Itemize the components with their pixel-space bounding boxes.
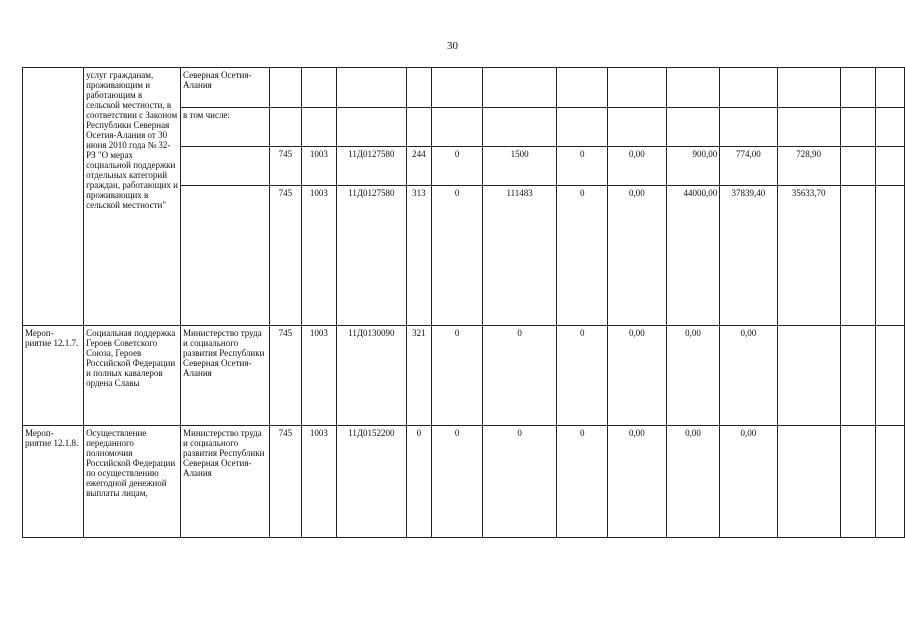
value-cell xyxy=(432,108,483,147)
value-cell xyxy=(557,68,608,108)
measure-description-cell: услуг гражданам, проживающим и работающим в сельской местности, в соответствии с Законом Республики Северная Осетия-Алания от 30 июня 2010 года № 32-РЗ "О мерах социальной поддержки отдельных категорий граждан, работающих и проживающих в сельской местности" xyxy=(84,68,181,326)
rzpr-cell: 1003 xyxy=(301,186,337,326)
value-cell xyxy=(840,147,875,186)
value-cell: 0,00 xyxy=(666,426,719,538)
vr-cell: 321 xyxy=(406,326,432,426)
value-cell xyxy=(720,108,777,147)
executor-cell: Северная Осетия-Алания xyxy=(181,68,270,108)
vr-cell: 313 xyxy=(406,186,432,326)
value-cell: 900,00 xyxy=(666,147,719,186)
measure-name-cell: Мероп- риятие 12.1.7. xyxy=(23,326,84,426)
csr-cell: 11Д0152200 xyxy=(337,426,406,538)
budget-table xyxy=(22,67,905,538)
vr-cell: 244 xyxy=(406,147,432,186)
value-cell xyxy=(777,68,840,108)
value-cell: 44000,00 xyxy=(666,186,719,326)
value-cell: 35633,70 xyxy=(777,186,840,326)
csr-cell xyxy=(337,68,406,108)
value-cell: 0,00 xyxy=(608,186,667,326)
measure-name-cell xyxy=(23,68,84,326)
vr-cell xyxy=(406,108,432,147)
value-cell xyxy=(875,68,904,108)
value-cell xyxy=(482,68,557,108)
value-cell xyxy=(875,147,904,186)
value-cell: 0 xyxy=(432,147,483,186)
value-cell: 0,00 xyxy=(720,326,777,426)
vr-cell: 0 xyxy=(406,426,432,538)
table-row xyxy=(23,426,905,538)
value-cell: 0 xyxy=(432,326,483,426)
value-cell: 0 xyxy=(557,426,608,538)
value-cell: 1500 xyxy=(482,147,557,186)
value-cell xyxy=(777,108,840,147)
value-cell: 0 xyxy=(557,326,608,426)
page-number: 30 xyxy=(447,40,458,52)
value-cell: 0 xyxy=(432,426,483,538)
executor-cell: Министерство труда и социального развития Республики Северная Осетия-Алания xyxy=(181,426,270,538)
value-cell xyxy=(557,108,608,147)
value-cell: 0 xyxy=(482,326,557,426)
value-cell xyxy=(840,326,875,426)
measure-description-cell: Осуществление переданного полномочия Российской Федерации по осуществлению ежегодной денежной выплаты лицам, xyxy=(84,426,181,538)
rzpr-cell: 1003 xyxy=(301,326,337,426)
value-cell xyxy=(840,68,875,108)
value-cell xyxy=(666,68,719,108)
value-cell: 728,90 xyxy=(777,147,840,186)
measure-name-cell: Мероп- риятие 12.1.8. xyxy=(23,426,84,538)
value-cell xyxy=(608,108,667,147)
vr-cell xyxy=(406,68,432,108)
grbs-cell xyxy=(270,68,302,108)
value-cell: 0 xyxy=(557,186,608,326)
value-cell xyxy=(840,186,875,326)
value-cell: 0,00 xyxy=(720,426,777,538)
measure-description-cell: Социальная поддержка Героев Советского Союза, Героев Российской Федерации и полных кавалеров ордена Славы xyxy=(84,326,181,426)
executor-cell: Министерство труда и социального развития Республики Северная Осетия-Алания xyxy=(181,326,270,426)
csr-cell xyxy=(337,108,406,147)
executor-cell xyxy=(181,186,270,326)
value-cell xyxy=(482,108,557,147)
executor-cell xyxy=(181,147,270,186)
csr-cell: 11Д0127580 xyxy=(337,147,406,186)
table-row xyxy=(23,326,905,426)
value-cell: 0 xyxy=(557,147,608,186)
value-cell: 37839,40 xyxy=(720,186,777,326)
value-cell: 0,00 xyxy=(608,147,667,186)
value-cell xyxy=(840,426,875,538)
value-cell: 0,00 xyxy=(666,326,719,426)
rzpr-cell xyxy=(301,68,337,108)
value-cell xyxy=(840,108,875,147)
value-cell xyxy=(666,108,719,147)
grbs-cell: 745 xyxy=(270,426,302,538)
value-cell xyxy=(432,68,483,108)
csr-cell: 11Д0130090 xyxy=(337,326,406,426)
grbs-cell: 745 xyxy=(270,186,302,326)
value-cell xyxy=(875,108,904,147)
grbs-cell: 745 xyxy=(270,326,302,426)
rzpr-cell xyxy=(301,108,337,147)
rzpr-cell: 1003 xyxy=(301,426,337,538)
rzpr-cell: 1003 xyxy=(301,147,337,186)
value-cell: 0 xyxy=(482,426,557,538)
table-row xyxy=(23,68,905,108)
grbs-cell xyxy=(270,108,302,147)
value-cell xyxy=(608,68,667,108)
value-cell xyxy=(720,68,777,108)
value-cell xyxy=(875,326,904,426)
executor-cell: в том числе: xyxy=(181,108,270,147)
value-cell: 111483 xyxy=(482,186,557,326)
value-cell: 0,00 xyxy=(608,326,667,426)
value-cell xyxy=(777,326,840,426)
value-cell: 0,00 xyxy=(608,426,667,538)
value-cell xyxy=(875,186,904,326)
value-cell xyxy=(777,426,840,538)
csr-cell: 11Д0127580 xyxy=(337,186,406,326)
value-cell xyxy=(875,426,904,538)
grbs-cell: 745 xyxy=(270,147,302,186)
value-cell: 774,00 xyxy=(720,147,777,186)
value-cell: 0 xyxy=(432,186,483,326)
